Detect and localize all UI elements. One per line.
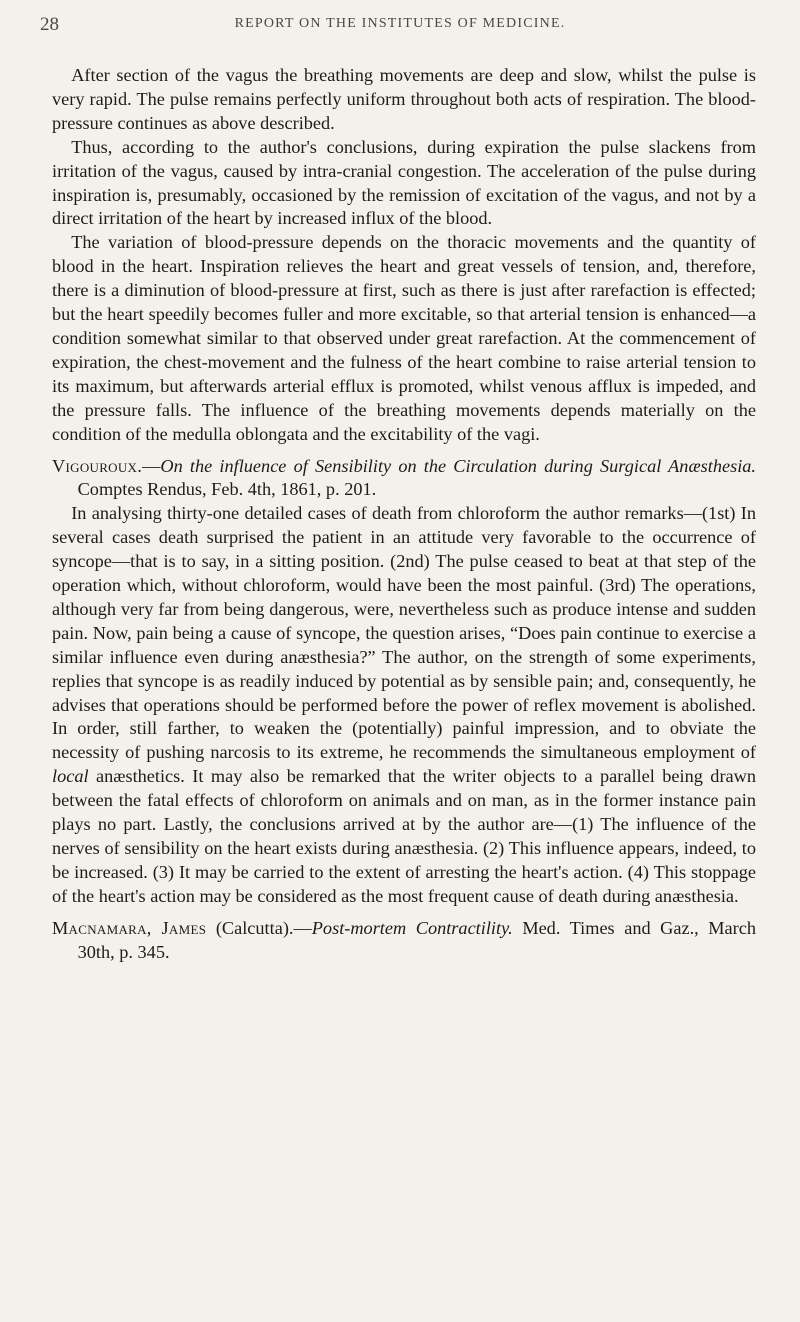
citation-vigouroux (52, 455, 756, 503)
body-text-part: anæsthetics. It may also be remarked that the writer objects to a parallel being drawn between the fatal effects of chloroform on animals and on man, as in the former instance pain plays no part. Lastly, the conclusions arrived at by the author are—(1) The influence of the nerves of sensibility on the heart exists during anæsthesia. (2) This influence appears, indeed, to be increased. (3) It may be carried to the extent of arresting the heart's action. (4) This stoppage of the heart's action may be considered as the most frequent cause of death during anæsthesia. (52, 766, 756, 906)
citation-title: On the influence of Sensibility on the Circulation during Surgical Anæsthesia. (160, 455, 756, 476)
paragraph-blood-pressure: The variation of blood-pressure depends on the thoracic movements and the quantity of blood in the heart. Inspiration relieves the heart and great vessels of tension, and, therefore, there is a diminution of blood-pressure at first, such as there is just after rarefaction is effected; but the heart speedily becomes fuller and more excitable, so that arterial tension is enhanced—a condition somewhat similar to that observed under great rarefaction. At the commencement of expiration, the chest-movement and the fulness of the heart combine to raise arterial tension to its maximum, but afterwards arterial efflux is promoted, whilst venous afflux is impeded, and the pressure falls. The influence of the breathing movements depends materially on the condition of the medulla oblongata and the excitability of the vagi. (52, 232, 756, 444)
page-number: 28 (40, 14, 59, 35)
body-text (52, 64, 756, 965)
citation-source: Comptes Rendus, Feb. 4th, 1861, p. 201. (77, 479, 377, 500)
paragraph-vigouroux-body (52, 502, 756, 908)
citation-dash: — (142, 455, 161, 476)
body-text-emphasis: local (52, 766, 89, 787)
citation-title: Post-mortem Contractility. (311, 917, 513, 938)
body-text-part: In analysing thirty-one detailed cases of death from chloroform the author remarks—(1st) In several cases death surprised the patient in an attitude very favorable to the occurrence of syncope—that is to say, in a sitting position. (2nd) The pulse ceased to beat at that step of the operation which, without chloroform, would have been the most painful. (3rd) The operations, although very far from being dangerous, were, nevertheless such as produce intense and sudden pain. Now, pain being a cause of syncope, the question arises, “Does pain continue to exercise a similar influence even during anæsthesia?” The author, on the strength of some experiments, replies that syncope is as readily induced by potential as by sensible pain; and, consequently, he advises that operations should be performed before the power of reflex movement is abolished. In order, still farther, to weaken the (potentially) painful impression, and to obviate the necessity of pushing narcosis to its extreme, he recommends the simultaneous employment of (52, 503, 756, 763)
citation-source: Med. Times and Gaz., March 30th, p. 345. (77, 917, 756, 962)
paragraph-author-conclusions: Thus, according to the author's conclusions, during expiration the pulse slackens from irritation of the vagus, caused by intra-cranial congestion. The acceleration of the pulse during inspiration is, presumably, occasioned by the remission of excitation of the vagus, and not by a direct irritation of the heart by increased influx of the blood. (52, 136, 756, 229)
citation-author: Macnamara, James (52, 917, 207, 938)
entry-vigouroux (52, 455, 756, 909)
entry-macnamara (52, 917, 756, 965)
citation-dash: — (293, 917, 312, 938)
paragraph-vagus-section: After section of the vagus the breathing movements are deep and slow, whilst the pulse is very rapid. The pulse remains perfectly uniform throughout both acts of respiration. The blood-pressure continues as above described. (52, 65, 756, 133)
citation-macnamara (52, 917, 756, 965)
citation-author: Vigouroux. (52, 455, 143, 476)
running-head: REPORT ON THE INSTITUTES OF MEDICINE. (234, 16, 566, 31)
citation-affiliation: (Calcutta). (206, 917, 294, 938)
page-header (40, 14, 760, 42)
